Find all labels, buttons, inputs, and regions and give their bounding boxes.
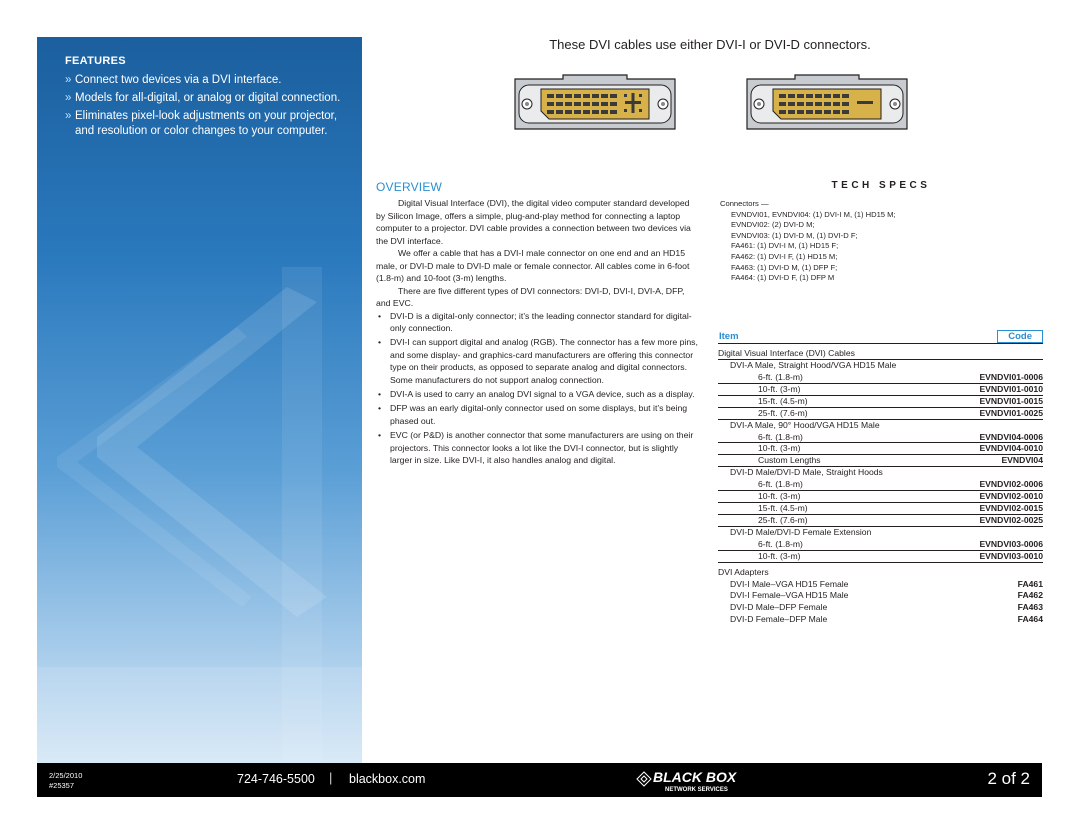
features-list [65, 55, 345, 142]
product-subtitle: DVI-D Male/DVI-D Female Extension [730, 526, 872, 537]
table-row: DVI-D Female–DFP Male FA464 [730, 614, 1043, 625]
table-row: 6-ft. (1.8-m) EVNDVI02-0006 [718, 479, 1043, 491]
table-row: 15-ft. (4.5-m) EVNDVI02-0015 [718, 503, 1043, 515]
group-title: DVI Adapters [718, 566, 769, 577]
ordering-table [718, 330, 1043, 626]
connector-spec-line: FA463: (1) DVI-D M, (1) DFP F; [731, 262, 838, 272]
chevron-graphic [37, 37, 362, 763]
connector-spec-line: EVNDVI02: (2) DVI-D M; [731, 220, 815, 230]
connector-spec-line: EVNDVI03: (1) DVI-D M, (1) DVI-D F; [731, 230, 858, 240]
bullet-icon: » [65, 110, 72, 122]
table-header [718, 330, 1043, 344]
connectors-specs [720, 199, 1042, 284]
feature-item: » Connect two devices via a DVI interface. [65, 74, 282, 86]
list-item: • DVI-D is a digital-only connector; it’s the leading connector standard for digital-only connection. [378, 310, 692, 333]
table-row: 10-ft. (3-m) EVNDVI02-0010 [718, 491, 1043, 503]
page-number: 2 of 2 [987, 769, 1030, 788]
cables-group [718, 348, 1043, 563]
product-subtitle: DVI-A Male, Straight Hood/VGA HD15 Male [730, 360, 897, 370]
footer-doc-number: #25357 [49, 781, 75, 790]
overview-section [376, 180, 700, 468]
adapters-group [718, 567, 1043, 627]
footer-phone: 724-746-5500 [237, 772, 315, 786]
dvi-d-connector-icon [745, 73, 909, 131]
footer-bar [37, 763, 1042, 797]
table-row: 6-ft. (1.8-m) EVNDVI01-0006 [718, 372, 1043, 384]
table-row: DVI-I Male–VGA HD15 Female FA461 [730, 578, 1043, 589]
connector-spec-line: EVNDVI01, EVNDVI04: (1) DVI-I M, (1) HD15 M; [731, 209, 896, 219]
footer-date: 2/25/2010 [49, 771, 83, 780]
feature-item: » Models for all-digital, or analog or digital connection. [65, 92, 341, 104]
dvi-i-connector-icon [513, 73, 677, 131]
table-row: 15-ft. (4.5-m) EVNDVI01-0015 [718, 396, 1043, 408]
table-row: 10-ft. (3-m) EVNDVI03-0010 [718, 551, 1043, 563]
item-column-header: Item [719, 331, 739, 342]
black-box-logo [633, 768, 753, 794]
table-row: 6-ft. (1.8-m) EVNDVI04-0006 [718, 432, 1043, 444]
group-title: Digital Visual Interface (DVI) Cables [718, 348, 1043, 360]
table-row: DVI-D Male–DFP Female FA463 [730, 602, 1043, 613]
overview-heading: OVERVIEW [376, 180, 443, 194]
connector-spec-line: FA461: (1) DVI-I M, (1) HD15 F; [731, 241, 839, 251]
product-subtitle: DVI-A Male, 90° Hood/VGA HD15 Male [730, 419, 880, 430]
list-item: • EVC (or P&D) is another connector that some manufacturers are using on their projectors. This connector looks a lot like the DVI-I connector, but is slightly larger in size. Like DVI-I, it also handles analog and digital. [378, 430, 694, 465]
logo-subtext: NETWORK SERVICES [665, 787, 728, 793]
bullet-icon: » [65, 74, 72, 86]
overview-paragraph: We offer a cable that has a DVI-I male connector on one end and an HD15 male, or DVI-D male to DVI-D male or female connector. All cables come in 6-foot (1.8-m) and 10-foot (3-m) lengths. [376, 248, 690, 283]
overview-paragraph: Digital Visual Interface (DVI), the digital video computer standard developed by Silicon Image, offers a simple, plug-and-play method for connecting a laptop computer to a projector. DVI cable provides a connection between two devices via the DVI interface. [376, 198, 691, 246]
features-panel [37, 37, 362, 763]
table-row: 10-ft. (3-m) EVNDVI04-0010 [718, 443, 1043, 455]
list-item: • DFP was an early digital-only connector used on some displays, but it’s being phased out. [378, 403, 688, 426]
overview-paragraph: There are five different types of DVI connectors: DVI-D, DVI-I, DVI-A, DFP, and EVC. [376, 285, 685, 308]
features-heading: FEATURES [65, 55, 126, 67]
connectors-label: Connectors — [720, 199, 769, 208]
table-row: 25-ft. (7.6-m) EVNDVI02-0025 [718, 515, 1043, 527]
footer-date-block [49, 771, 82, 791]
bullet-icon: » [65, 92, 72, 104]
table-row: 6-ft. (1.8-m) EVNDVI03-0006 [718, 539, 1043, 551]
product-subtitle: DVI-D Male/DVI-D Male, Straight Hoods [730, 467, 883, 478]
connectors-caption: These DVI cables use either DVI-I or DVI-D connectors. [549, 37, 871, 52]
list-item: • DVI-A is used to carry an analog DVI signal to a VGA device, such as a display. [378, 388, 695, 399]
table-row: 10-ft. (3-m) EVNDVI01-0010 [718, 384, 1043, 396]
table-row: Custom Lengths EVNDVI04 [718, 455, 1043, 467]
connector-spec-line: FA464: (1) DVI-D F, (1) DFP M [731, 273, 835, 283]
feature-item: » Eliminates pixel-look adjustments on your projector, and resolution or color changes to your computer. [65, 110, 338, 137]
connector-spec-line: FA462: (1) DVI-I F, (1) HD15 M; [731, 251, 838, 261]
code-column-header: Code [997, 330, 1043, 343]
footer-website-link[interactable]: blackbox.com [349, 772, 426, 786]
footer-separator: | [329, 770, 333, 785]
list-item: • DVI-I can support digital and analog (RGB). The connector has a few more pins, and some display- and graphics-card manufacturers are offering this connector type on their products, as opposed to separate analog and digital connectors. Some manufacturers do not support analog connection. [378, 337, 698, 385]
connector-types-list [378, 310, 700, 467]
table-row: DVI-I Female–VGA HD15 Male FA462 [730, 590, 1043, 601]
table-row: 25-ft. (7.6-m) EVNDVI01-0025 [718, 408, 1043, 420]
tech-specs-heading: TECH SPECS [831, 180, 931, 191]
logo-text: BLACK BOX [653, 769, 737, 785]
